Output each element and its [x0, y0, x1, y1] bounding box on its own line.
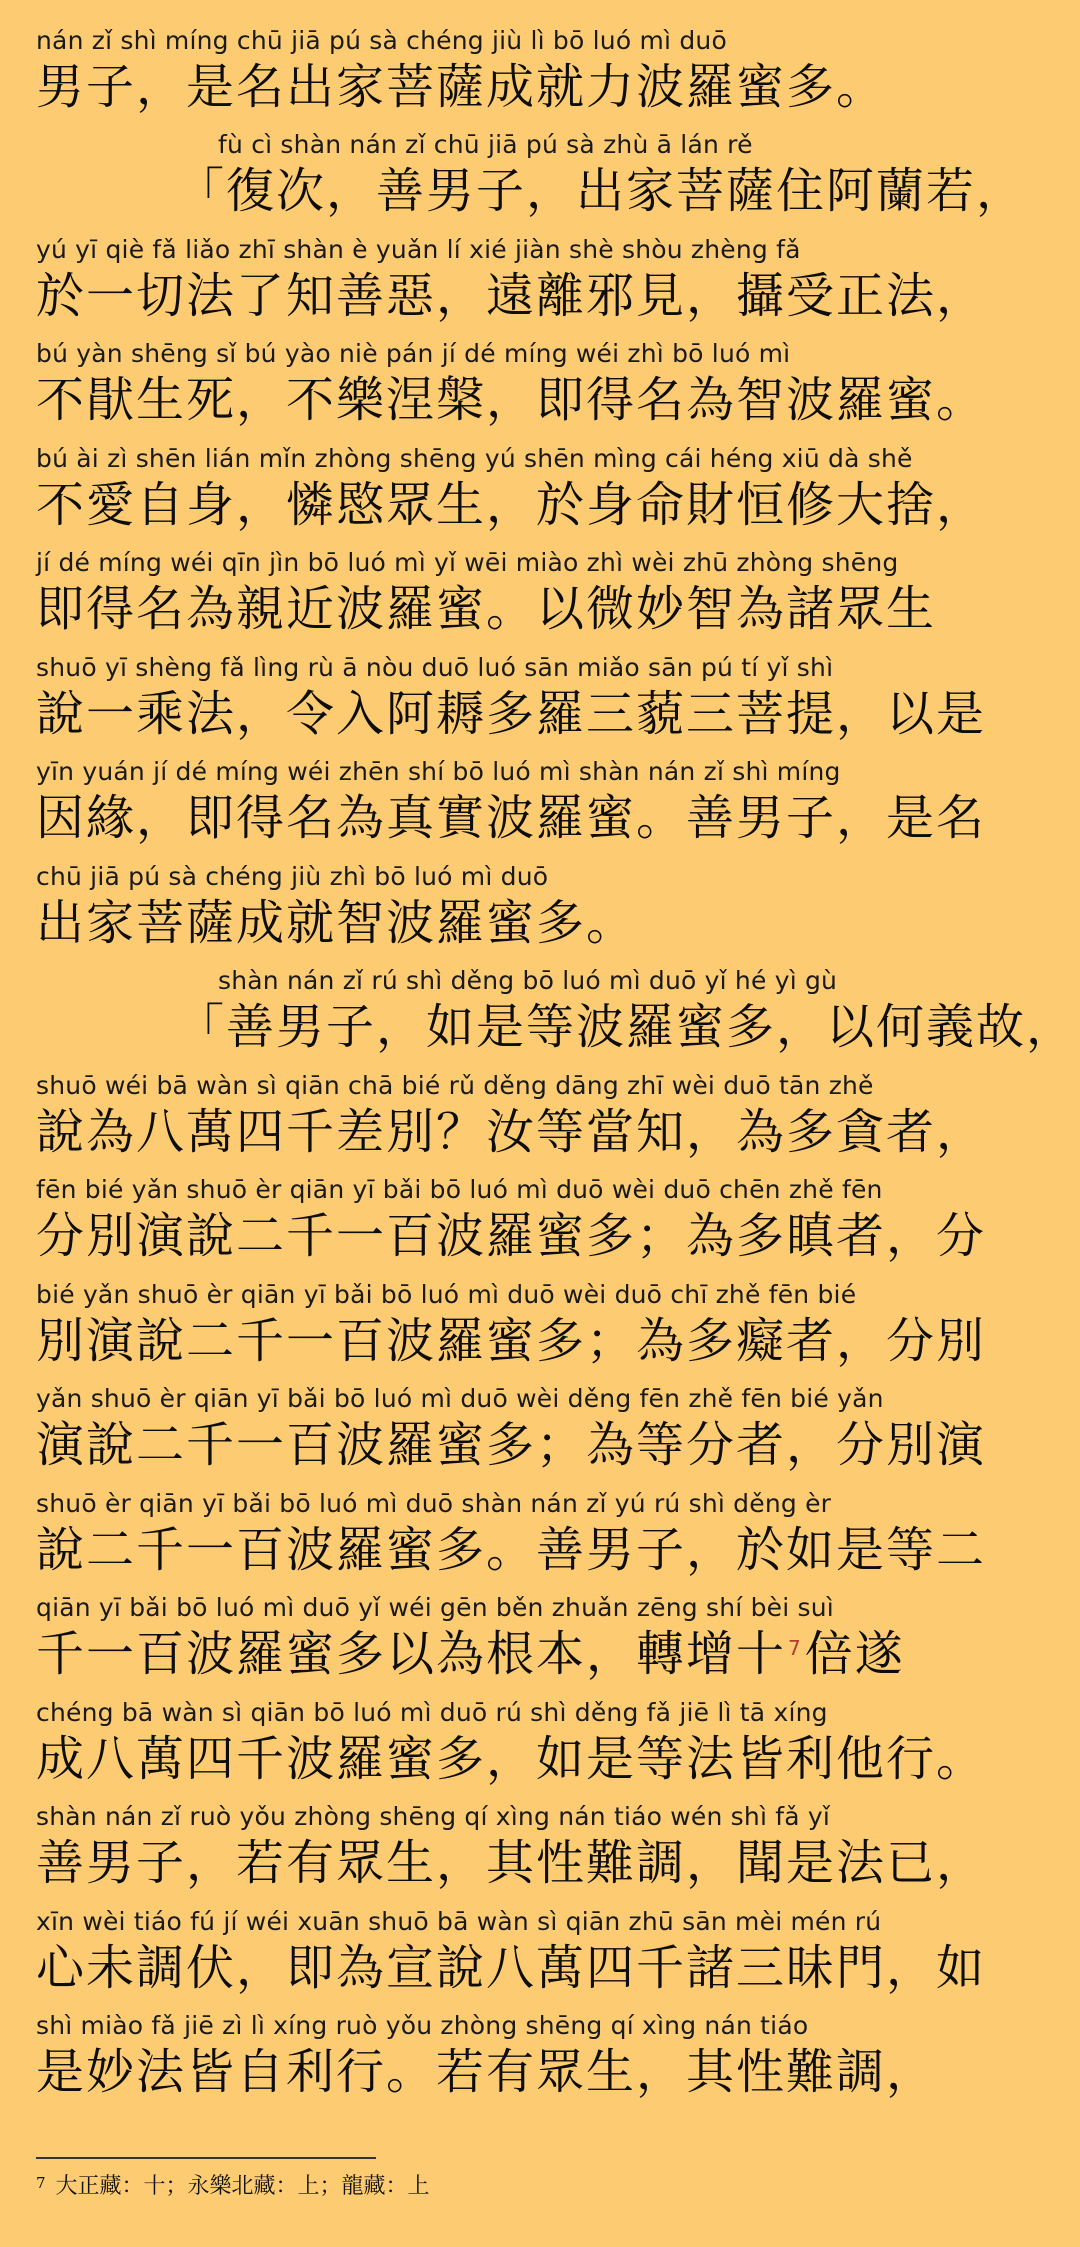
pinyin-line: xīn wèi tiáo fú jí wéi xuān shuō bā wàn sì qiān zhū sān mèi mén rú	[36, 1907, 882, 1936]
text-line	[36, 1171, 1056, 1276]
pinyin-line: nán zǐ shì míng chū jiā pú sà chéng jiù lì bō luó mì duō	[36, 26, 727, 55]
hanzi-line: 是妙法皆自利行。若有眾生，其性難調，	[36, 2044, 937, 2100]
text-line	[36, 962, 1077, 1067]
hanzi-line: 「善男子，如是等波羅蜜多，以何義故，	[176, 999, 1077, 1055]
hanzi-line: 說為八萬四千差別？汝等當知，為多貪者，	[36, 1104, 987, 1160]
hanzi-line	[36, 1625, 905, 1683]
text-line	[36, 544, 1056, 649]
hanzi-line: 成八萬四千波羅蜜多，如是等法皆利他行。	[36, 1731, 987, 1787]
pinyin-line: bié yǎn shuō èr qiān yī bǎi bō luó mì duō wèi duō chī zhě fēn bié	[36, 1280, 857, 1309]
hanzi-line: 說一乘法，令入阿耨多羅三藐三菩提，以是	[36, 686, 987, 742]
text-line	[36, 1798, 1056, 1903]
hanzi-line: 即得名為親近波羅蜜。以微妙智為諸眾生	[36, 581, 937, 637]
pinyin-line: shàn nán zǐ ruò yǒu zhòng shēng qí xìng nán tiáo wén shì fǎ yǐ	[36, 1802, 831, 1831]
pinyin-line: fù cì shàn nán zǐ chū jiā pú sà zhù ā lán rě	[218, 130, 753, 159]
text-line	[36, 2007, 1056, 2112]
footnote-number: 7	[36, 2174, 46, 2192]
text-line	[36, 1276, 1056, 1381]
pinyin-line: bú ài zì shēn lián mǐn zhòng shēng yú shēn mìng cái héng xiū dà shě	[36, 444, 913, 473]
footnote-reference[interactable]: 7	[788, 1636, 803, 1660]
text-line	[36, 440, 1056, 545]
hanzi-line: 於一切法了知善惡，遠離邪見，攝受正法，	[36, 268, 987, 324]
text-line	[36, 1694, 1056, 1799]
pinyin-line: qiān yī bǎi bō luó mì duō yǐ wéi gēn běn zhuǎn zēng shí bèi suì	[36, 1593, 834, 1622]
text-line	[36, 1903, 1056, 2008]
hanzi-line: 不猒生死，不樂涅槃，即得名為智波羅蜜。	[36, 372, 987, 428]
pinyin-line: chū jiā pú sà chéng jiù zhì bō luó mì duō	[36, 862, 549, 891]
hanzi-line: 分別演說二千一百波羅蜜多；為多瞋者，分	[36, 1208, 987, 1264]
text-line	[36, 858, 1056, 963]
pinyin-line: shuō wéi bā wàn sì qiān chā bié rǔ děng dāng zhī wèi duō tān zhě	[36, 1071, 874, 1100]
pinyin-line: shuō èr qiān yī bǎi bō luó mì duō shàn nán zǐ yú rú shì děng èr	[36, 1489, 832, 1518]
pinyin-line: shì miào fǎ jiē zì lì xíng ruò yǒu zhòng shēng qí xìng nán tiáo	[36, 2011, 809, 2040]
text-line	[36, 231, 1056, 336]
hanzi-line: 「復次，善男子，出家菩薩住阿蘭若，	[176, 163, 1027, 219]
hanzi-line: 男子，是名出家菩薩成就力波羅蜜多。	[36, 59, 887, 115]
hanzi-line: 演說二千一百波羅蜜多；為等分者，分別演	[36, 1417, 987, 1473]
text-line	[36, 1589, 1056, 1694]
hanzi-segment: 倍遂	[804, 1626, 905, 1682]
text-line	[36, 753, 1056, 858]
footnote	[36, 2172, 430, 2202]
text-line	[36, 335, 1056, 440]
text-line	[36, 649, 1056, 754]
hanzi-segment: 千一百波羅蜜多以為根本，轉增十	[36, 1626, 787, 1682]
pinyin-line: shàn nán zǐ rú shì děng bō luó mì duō yǐ hé yì gù	[218, 966, 838, 995]
text-line	[36, 1485, 1056, 1590]
pinyin-line: fēn bié yǎn shuō èr qiān yī bǎi bō luó mì duō wèi duō chēn zhě fēn	[36, 1175, 883, 1204]
text-line	[36, 1380, 1056, 1485]
hanzi-line: 別演說二千一百波羅蜜多；為多癡者，分別	[36, 1313, 987, 1369]
pinyin-line: chéng bā wàn sì qiān bō luó mì duō rú shì děng fǎ jiē lì tā xíng	[36, 1698, 828, 1727]
pinyin-line: yú yī qiè fǎ liǎo zhī shàn è yuǎn lí xié jiàn shè shòu zhèng fǎ	[36, 235, 801, 264]
hanzi-line: 不愛自身，憐愍眾生，於身命財恒修大捨，	[36, 477, 987, 533]
footnote-text: 大正藏：十；永樂北藏：上；龍藏：上	[55, 2174, 430, 2199]
hanzi-line: 因緣，即得名為真實波羅蜜。善男子，是名	[36, 790, 987, 846]
pinyin-line: jí dé míng wéi qīn jìn bō luó mì yǐ wēi miào zhì wèi zhū zhòng shēng	[36, 548, 899, 577]
pinyin-line: yǎn shuō èr qiān yī bǎi bō luó mì duō wèi děng fēn zhě fēn bié yǎn	[36, 1384, 884, 1413]
pinyin-line: yīn yuán jí dé míng wéi zhēn shí bō luó mì shàn nán zǐ shì míng	[36, 757, 841, 786]
pinyin-line: bú yàn shēng sǐ bú yào niè pán jí dé míng wéi zhì bō luó mì	[36, 339, 791, 368]
hanzi-line: 心未調伏，即為宣說八萬四千諸三昧門，如	[36, 1940, 987, 1996]
pinyin-line: shuō yī shèng fǎ lìng rù ā nòu duō luó sān miǎo sān pú tí yǐ shì	[36, 653, 834, 682]
footnote-divider	[36, 2157, 376, 2159]
hanzi-line: 出家菩薩成就智波羅蜜多。	[36, 895, 637, 951]
text-line	[36, 126, 1056, 231]
hanzi-line: 善男子，若有眾生，其性難調，聞是法已，	[36, 1835, 987, 1891]
text-line	[36, 1067, 1056, 1172]
text-line	[36, 22, 1056, 127]
hanzi-line: 說二千一百波羅蜜多。善男子，於如是等二	[36, 1522, 987, 1578]
